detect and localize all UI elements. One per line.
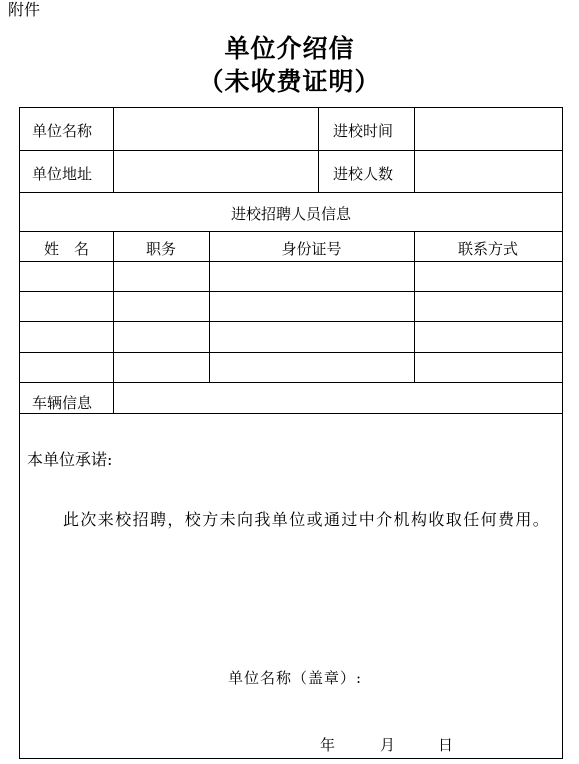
unit-name-label: 单位名称 bbox=[32, 122, 93, 140]
date-month: 月 bbox=[380, 736, 396, 754]
row-divider bbox=[20, 413, 562, 414]
letter-form-table bbox=[19, 107, 563, 759]
col-header-name: 姓 名 bbox=[43, 240, 89, 258]
visit-count-field[interactable] bbox=[415, 151, 562, 192]
row-divider bbox=[20, 261, 562, 262]
row-divider bbox=[20, 352, 562, 353]
unit-address-field[interactable] bbox=[114, 151, 318, 192]
col-header-position: 职务 bbox=[145, 240, 176, 258]
col-header-id-number: 身份证号 bbox=[281, 240, 342, 258]
vehicle-info-label: 车辆信息 bbox=[32, 394, 93, 412]
visit-time-field[interactable] bbox=[415, 108, 562, 150]
pledge-statement: 此次来校招聘，校方未向我单位或通过中介机构收取任何费用。 bbox=[63, 510, 551, 529]
document-subtitle: （未收费证明） bbox=[198, 67, 381, 96]
col-divider bbox=[318, 108, 319, 192]
row-divider bbox=[20, 321, 562, 322]
section-title: 进校招聘人员信息 bbox=[230, 205, 351, 223]
unit-address-label: 单位地址 bbox=[32, 165, 93, 183]
row-divider bbox=[20, 291, 562, 292]
visit-time-label: 进校时间 bbox=[333, 122, 394, 140]
unit-name-field[interactable] bbox=[114, 108, 318, 150]
date-day: 日 bbox=[438, 736, 454, 754]
pledge-heading: 本单位承诺: bbox=[27, 450, 113, 469]
attachment-label: 附件 bbox=[8, 0, 41, 19]
visit-count-label: 进校人数 bbox=[333, 165, 394, 183]
document-title: 单位介绍信 bbox=[224, 34, 355, 63]
signature-label: 单位名称（盖章）: bbox=[228, 669, 363, 687]
row-divider bbox=[20, 192, 562, 193]
date-year: 年 bbox=[320, 736, 336, 754]
col-header-contact: 联系方式 bbox=[457, 240, 518, 258]
row-divider bbox=[20, 231, 562, 232]
vehicle-info-field[interactable] bbox=[114, 383, 562, 413]
